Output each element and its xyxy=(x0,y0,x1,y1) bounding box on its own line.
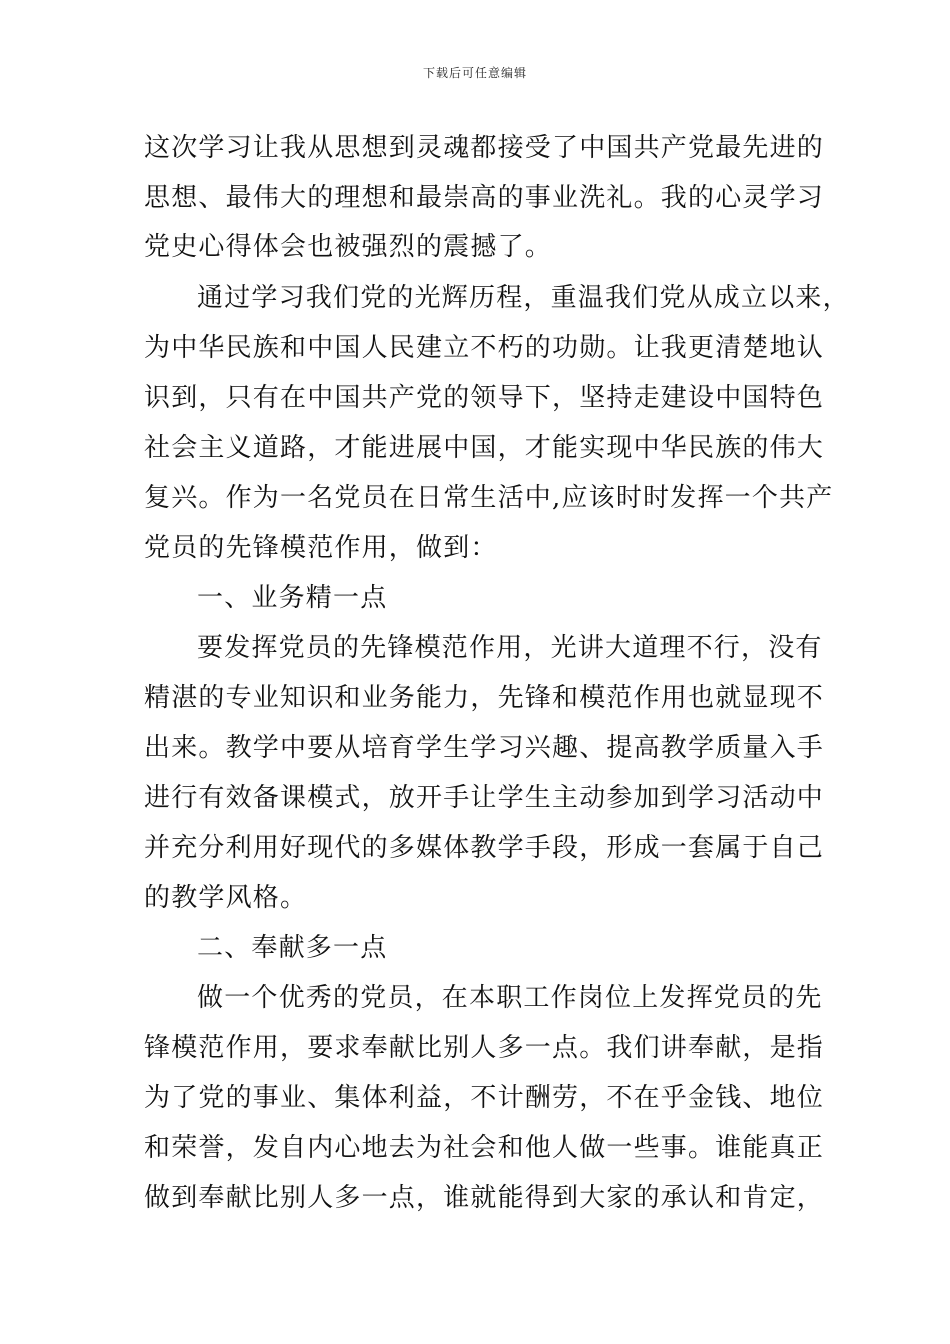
paragraph-first-line: 通过学习我们党的光辉历程，重温我们党从成立以来， xyxy=(197,283,850,313)
text-line: 党员的先锋模范作用，做到： xyxy=(144,533,498,563)
text-line: 思想、最伟大的理想和最崇高的事业洗礼。我的心灵学习 xyxy=(144,183,825,213)
text-line: 为了党的事业、集体利益，不计酬劳，不在乎金钱、地位 xyxy=(144,1083,825,1113)
text-line: 识到，只有在中国共产党的领导下，坚持走建设中国特色 xyxy=(144,383,825,413)
text-line: 出来。教学中要从培育学生学习兴趣、提高教学质量入手 xyxy=(144,733,825,763)
text-line: 和荣誉，发自内心地去为社会和他人做一些事。谁能真正 xyxy=(144,1133,825,1163)
text-line: 精湛的专业知识和业务能力，先锋和模范作用也就显现不 xyxy=(144,683,825,713)
text-line: 党史心得体会也被强烈的震撼了。 xyxy=(144,232,553,262)
section-heading: 二、奉献多一点 xyxy=(197,933,388,963)
text-line: 做到奉献比别人多一点，谁就能得到大家的承认和肯定， xyxy=(144,1183,825,1213)
page-header: 下载后可任意编辑 xyxy=(422,66,527,80)
paragraph-first-line: 要发挥党员的先锋模范作用，光讲大道理不行，没有 xyxy=(197,633,823,663)
text-line: 复兴。作为一名党员在日常生活中,应该时时发挥一个共产 xyxy=(144,483,834,513)
text-line: 为中华民族和中国人民建立不朽的功勋。让我更清楚地认 xyxy=(144,333,825,363)
text-line: 社会主义道路，才能进展中国，才能实现中华民族的伟大 xyxy=(144,433,825,463)
text-line: 进行有效备课模式，放开手让学生主动参加到学习活动中 xyxy=(144,783,825,813)
text-line: 锋模范作用，要求奉献比别人多一点。我们讲奉献，是指 xyxy=(144,1033,825,1063)
text-line: 并充分利用好现代的多媒体教学手段，形成一套属于自己 xyxy=(144,833,825,863)
text-line: 的教学风格。 xyxy=(144,883,308,913)
paragraph-first-line: 做一个优秀的党员，在本职工作岗位上发挥党员的先 xyxy=(197,983,823,1013)
section-heading: 一、业务精一点 xyxy=(197,583,388,613)
text-line: 这次学习让我从思想到灵魂都接受了中国共产党最先进的 xyxy=(144,133,825,163)
